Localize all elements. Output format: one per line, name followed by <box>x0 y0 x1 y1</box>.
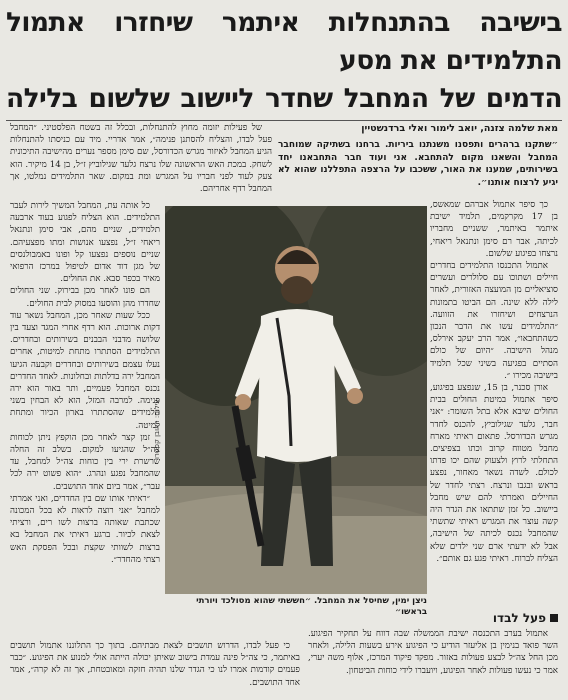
paragraph: אתמול התכנסו התלמידים בחדרים חיילים ושתוכו עם סלולרים ועשרים סוציאליים מן המועצה האזורית, לאחר לילה ללא שינה. הם הביטו בתמונות הנרצחים ושיחזרו את הזוועה. ״התלמידים עשו את הדבר הנכון כשהתחבאו״, אמר הרב יעקב אירלס, מנהל הישיבה. ״היום של כולם הסתיים בפגיעה בשיני שכל תלמיד בישיבה מכירו ״. <box>430 261 558 381</box>
paragraph: זמן קצר לאחר מכן הוקפץ ניתן לכוחות צה״ל שהגיעו למקום. בשלב זה החלה שרשרת ירי בין כוחות צה״ל למחבל, עד שהמחבל נפגע ונהרג. ״הוא פשוט ירה לכל עבר״, אמר ביום אחד התושבים. <box>10 432 160 492</box>
lede-paragraph: ״שתקנו ברהרים ותפסנו משנתנו ביריות. ברחנו בשתיקה שמוחבר המחבל והשאנו מקום להתחבא. אני ועוד חבר התחבאנו יחד בשירותים, שמענו את האור, ששכבו על הרצפה התפללנו שהוא לא יגיע לרצוח אותנו״. <box>278 140 558 188</box>
paragraph: כך סיפר אתמול אברהם שמאשס, בן 17 מקרקמים, תלמיד ישיבת איתמר באיתמר, ששניים מחבריו לכיתה, אבר רם סימן ונתנאל ריאחי, נרצחו בפיגוע שלשום. <box>430 200 558 259</box>
headline-line-1: בישיבה בהתנחלות איתמר שיחזרו אתמול התלמידים את מסע <box>6 7 562 76</box>
column-left <box>10 200 160 632</box>
column-sub <box>308 628 558 698</box>
paragraph: ככל שעות שאחר מכן, המחבל נשאר עוד דקות ארוכות. הוא רדף אחרי המגד וצעד בין שלושה מדבני הבבנים בשירותים ובחדרים. התלמידים הסתתרו מתחת למיטות, אחרים נעלו עצמם בשירותים ובחדרים וקבעה הגיעו המחבל ירה בדלתות ובחלונות. לאחד החדרים נכנס המחבל פעמיים, ותר באור הוא ירה פנימה. למרבה המזל, הוא לא הבחין בשני תלמידים שהסתתרו בארון הכיור ומתחת למיטה. <box>10 310 160 431</box>
paragraph: ״ראיתי אותו שם בין החדרים, ואני אמרתי למחבל ״אני רוצה לראות לא בכל המכונה שכתבת שאותה ברצות לשו רים, ורציתי לצאת לכיור. ברגע ראיתי את המחבל בא ברצות לשוותי שקצת ובכל הפסקת האש רצתי מהחדר״. <box>10 493 160 565</box>
photo-credit: צילום: ראובן קסטרו <box>153 400 161 460</box>
headline-line-2: הדמים של המחבל שחדר ליישוב שלשום בלילה <box>6 83 562 114</box>
photo-illustration <box>165 206 427 594</box>
paragraph: אורן סכנר, בן 15, שנפצע בפיגוע, סיפר אתמול במיטת החולים בבית החולים שיבא אלא בתל השומר: ״אני חבר, גלעד שגילוביץ, להכנס לחדר מגרש הכדורסל. פתאום ראיתי מארח מחבל מטווח קרוב וכתו בצפיצים. התחלתי לרוץ ולצעוק שהם יכו פדתו לכולם. לשדה נשאר מאחור, נפצע בראש ובגבו ונרצח. רצתי לחדר של החיילים ואמרתי להם שיש מחבל ביישוב. כל זמן שתתאו את הגדר היה קשה עוצר את המגרש ראיתי שתשתי שהמחבל נכנס לכיתה של הישיבה, אבל לא ידעתי ארם שני ילדים שלא הצליח לברוח. ראיתי פגע גם אותם״. <box>430 383 558 564</box>
headline-divider <box>6 120 562 121</box>
paragraph: אתמול בערב התכנסה ישיבת הממשלה שבה דווח על תחקיר הפיגוע. השר פואד בנימין בן אליעזר הודיע כי הפיגוע אירע בשעות הלילה, ולאחר מכן החל צה״ל לבצע פעולות באזור. מפקד פיקוד המרכז, אלוף משה יערי, אמר כי נעשו פעולות לאחר הפיגוע, ויועברו לידי כוחות הביטחון. <box>308 629 558 676</box>
paragraph: כי פעל לבדו, הדרוש תושבים לצאת מבתיהם. בתוך כך התלוננו אתמול תושבים באיתמר, כי צה״ל פינה עמדת בישוב שאיתן יכולה הייתה אולי למנוע את הפיגוע. ״כבר פעמים קודמות אמרו לנו כי הגדר שלנו תהיה חזקה ומאובטחת, אך זה לא קרה״, אמר אחד התושבים. <box>10 641 300 688</box>
column-left-top <box>10 122 272 200</box>
column-right <box>430 199 558 607</box>
square-bullet-icon <box>550 614 558 622</box>
column-bottom <box>10 640 300 698</box>
paragraph: כל אותה עת, המחבל המשיך לירות לעבר התלמידים. הוא הצליח לפגוע בעוד ארבעה תלמידים, שניים מהם, אבי סימן ונתנאל ריאחי ז״ל, נפצעו אנושות ומתו מפצעיהם. שניים נוספים נפצעו קל ופונו באמבולנסים של מגן דוד אדום לטיפול במרכז הרפואי מאיר בכפר סבא. את החולים. <box>10 201 160 285</box>
byline: מאת שלמה צזנה, יואב לימור ואלי ברדנשטיין <box>361 123 558 134</box>
paragraph: הם פונו לאחר מכן בבירוק. שני החולים שחדרו מהן והוסעו במסוק לבית החולים. <box>10 286 160 309</box>
news-photo <box>165 206 427 594</box>
headline <box>6 4 562 120</box>
paragraph: של פעילות יזומה מחוץ להתנחלות, ובכלל זה בשטח הפלסטיני. ״המחבל פעל לבדו, והצליח להסתנן פנימה״, אמר אדריי. מיד עם כניסתו להתנחלות הגיע המחבל לאיזור מגרש הכדורסל, שם סימן מספר נערים מהישיבה התיכונית לשחק. במכת האש הראשונה שלו נרצח גלעד שגילוביץ ז״ל, בן 14 מיקיר. הוא צעק לעוד לפני חבריו על המגרש ומת במקום. שאר התלמידים נמלטו, אך המחבל רדף אחריהם. <box>10 123 272 195</box>
subheading <box>430 611 558 625</box>
subheading-text: פעל לבדו <box>492 611 546 625</box>
photo-caption: ניצן ימין, שחיסל את המחבל. ״חששתי שהוא מסולכד ויורתי בראשו״ <box>196 596 427 617</box>
